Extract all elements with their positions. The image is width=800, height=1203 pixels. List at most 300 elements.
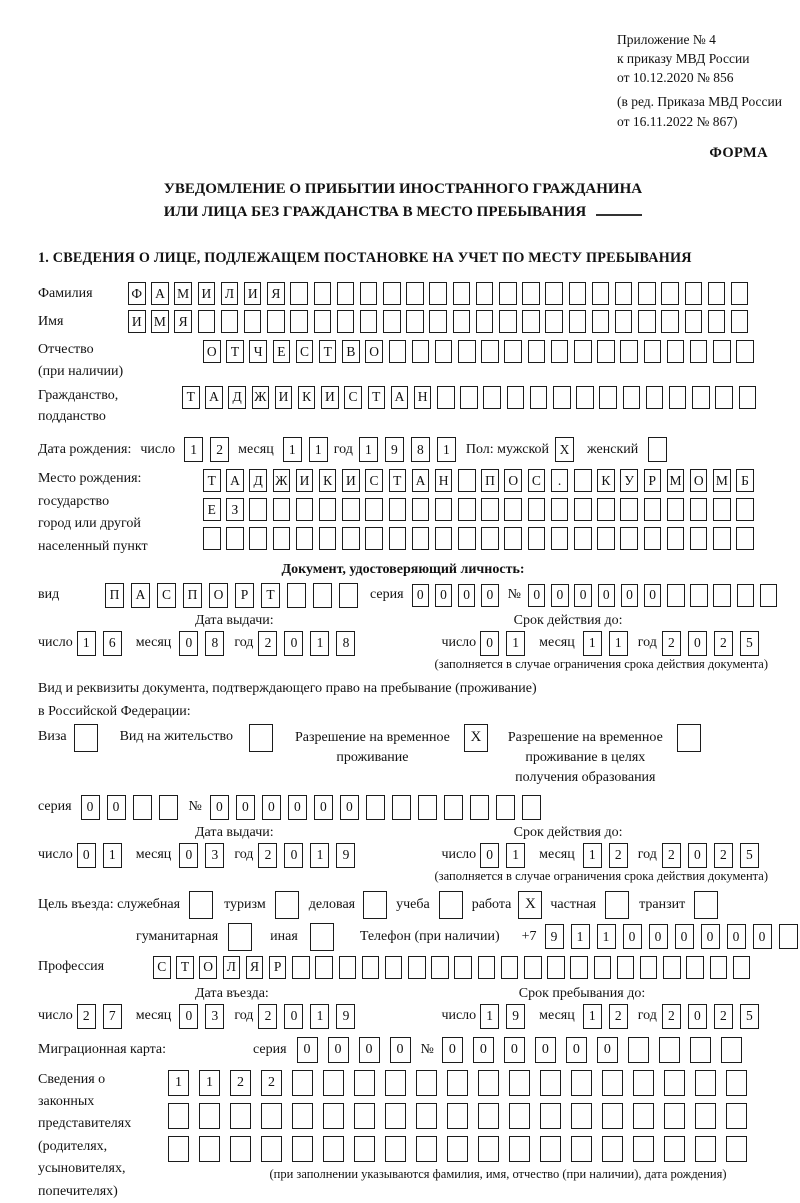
profession-cell-19[interactable] — [570, 956, 588, 979]
firstname-cell-19[interactable] — [545, 310, 563, 333]
migcard-series-cell-3[interactable]: 0 — [359, 1037, 380, 1063]
permit-issue-day-cell-2[interactable]: 1 — [103, 843, 122, 868]
permit-valid-month-cell-2[interactable]: 2 — [609, 843, 628, 868]
representatives-row3-cell-7[interactable] — [354, 1136, 375, 1162]
permit-valid-year-cell-4[interactable]: 5 — [740, 843, 759, 868]
firstname-cell-8[interactable] — [290, 310, 308, 333]
surname-cell-10[interactable] — [337, 282, 355, 305]
birthplace-row3-cell-3[interactable] — [249, 527, 267, 550]
profession-cell-8[interactable] — [315, 956, 333, 979]
doc-number-cell-2[interactable]: 0 — [551, 584, 569, 607]
firstname-cell-11[interactable] — [360, 310, 378, 333]
birthplace-row3-cell-17[interactable] — [574, 527, 592, 550]
stay-year-cell-2[interactable]: 0 — [688, 1004, 707, 1029]
doc-issue-year-cell-1[interactable]: 2 — [258, 631, 277, 656]
stay-year-cell-3[interactable]: 2 — [714, 1004, 733, 1029]
surname-cell-12[interactable] — [383, 282, 401, 305]
firstname-cell-5[interactable] — [221, 310, 239, 333]
doc-series-cell-2[interactable]: 0 — [435, 584, 453, 607]
doc-number-cell-3[interactable]: 0 — [574, 584, 592, 607]
permit-number-cell-9[interactable] — [418, 795, 437, 820]
surname-cell-4[interactable]: И — [198, 282, 216, 305]
citizenship-cell-7[interactable]: И — [321, 386, 339, 409]
citizenship-cell-3[interactable]: Д — [228, 386, 246, 409]
temp-permit-checkbox-cell-1[interactable]: X — [464, 724, 488, 752]
entry-day-cell-1[interactable]: 2 — [77, 1004, 96, 1029]
surname-cell-19[interactable] — [545, 282, 563, 305]
birthplace-row2-cell-7[interactable] — [342, 498, 360, 521]
migcard-number-cell-2[interactable]: 0 — [473, 1037, 494, 1063]
firstname-cell-13[interactable] — [406, 310, 424, 333]
firstname-cell-17[interactable] — [499, 310, 517, 333]
stay-year-cell-4[interactable]: 5 — [740, 1004, 759, 1029]
citizenship-cell-20[interactable] — [623, 386, 641, 409]
birthplace-row2-cell-1[interactable]: Е — [203, 498, 221, 521]
representatives-row1-cell-9[interactable] — [416, 1070, 437, 1096]
birthplace-row3-cell-6[interactable] — [319, 527, 337, 550]
profession-cell-3[interactable]: О — [199, 956, 217, 979]
permit-number-cell-3[interactable]: 0 — [262, 795, 281, 820]
citizenship-cell-14[interactable] — [483, 386, 501, 409]
representatives-row1-cell-11[interactable] — [478, 1070, 499, 1096]
firstname-cell-25[interactable] — [685, 310, 703, 333]
representatives-row1-cell-4[interactable]: 2 — [261, 1070, 282, 1096]
surname-cell-6[interactable]: И — [244, 282, 262, 305]
birthplace-row1-cell-5[interactable]: И — [296, 469, 314, 492]
birthplace-row1-cell-24[interactable]: Б — [736, 469, 754, 492]
doc-kind-cell-6[interactable]: Р — [235, 583, 254, 608]
surname-cell-9[interactable] — [314, 282, 332, 305]
permit-issue-month-cell-1[interactable]: 0 — [179, 843, 198, 868]
firstname-cell-16[interactable] — [476, 310, 494, 333]
birth-year-cell-1[interactable]: 1 — [359, 437, 378, 462]
representatives-row2-cell-6[interactable] — [323, 1103, 344, 1129]
birthplace-row2-cell-8[interactable] — [365, 498, 383, 521]
profession-cell-10[interactable] — [362, 956, 380, 979]
doc-kind-cell-7[interactable]: Т — [261, 583, 280, 608]
representatives-row1-cell-19[interactable] — [726, 1070, 747, 1096]
patronymic-cell-1[interactable]: О — [203, 340, 221, 363]
firstname-cell-9[interactable] — [314, 310, 332, 333]
permit-issue-month-cell-2[interactable]: 3 — [205, 843, 224, 868]
migcard-number-cell-10[interactable] — [721, 1037, 742, 1063]
doc-number-cell-1[interactable]: 0 — [528, 584, 546, 607]
permit-valid-month-cell-1[interactable]: 1 — [583, 843, 602, 868]
permit-number-cell-8[interactable] — [392, 795, 411, 820]
representatives-row1-cell-15[interactable] — [602, 1070, 623, 1096]
representatives-row3-cell-19[interactable] — [726, 1136, 747, 1162]
birthplace-row1-cell-4[interactable]: Ж — [273, 469, 291, 492]
firstname-cell-6[interactable] — [244, 310, 262, 333]
migcard-series-cell-4[interactable]: 0 — [390, 1037, 411, 1063]
patronymic-cell-11[interactable] — [435, 340, 453, 363]
birthplace-row2-cell-24[interactable] — [736, 498, 754, 521]
doc-number-cell-5[interactable]: 0 — [621, 584, 639, 607]
firstname-cell-24[interactable] — [661, 310, 679, 333]
birthplace-row1-cell-6[interactable]: К — [319, 469, 337, 492]
entry-day-cell-2[interactable]: 7 — [103, 1004, 122, 1029]
representatives-row3-cell-5[interactable] — [292, 1136, 313, 1162]
doc-valid-year-cell-1[interactable]: 2 — [662, 631, 681, 656]
patronymic-cell-3[interactable]: Ч — [249, 340, 267, 363]
representatives-row3-cell-18[interactable] — [695, 1136, 716, 1162]
birthplace-row1-cell-13[interactable]: П — [481, 469, 499, 492]
phone-number-cell-7[interactable]: 0 — [701, 924, 720, 949]
birth-day-cell-2[interactable]: 2 — [210, 437, 229, 462]
purpose-business-checkbox-cell-1[interactable] — [363, 891, 387, 919]
citizenship-cell-13[interactable] — [460, 386, 478, 409]
permit-series-cell-2[interactable]: 0 — [107, 795, 126, 820]
firstname-cell-22[interactable] — [615, 310, 633, 333]
permit-series-cell-1[interactable]: 0 — [81, 795, 100, 820]
patronymic-cell-8[interactable]: О — [365, 340, 383, 363]
sex-female-checkbox-cell-1[interactable] — [648, 437, 667, 462]
birthplace-row3-cell-10[interactable] — [412, 527, 430, 550]
birthplace-row1-cell-3[interactable]: Д — [249, 469, 267, 492]
birthplace-row3-cell-2[interactable] — [226, 527, 244, 550]
permit-valid-year-cell-3[interactable]: 2 — [714, 843, 733, 868]
firstname-cell-27[interactable] — [731, 310, 749, 333]
birthplace-row3-cell-9[interactable] — [389, 527, 407, 550]
representatives-row3-cell-13[interactable] — [540, 1136, 561, 1162]
birthplace-row1-cell-8[interactable]: С — [365, 469, 383, 492]
entry-year-cell-2[interactable]: 0 — [284, 1004, 303, 1029]
profession-cell-5[interactable]: Я — [246, 956, 264, 979]
citizenship-cell-12[interactable] — [437, 386, 455, 409]
representatives-row2-cell-12[interactable] — [509, 1103, 530, 1129]
doc-valid-year-cell-3[interactable]: 2 — [714, 631, 733, 656]
profession-cell-14[interactable] — [454, 956, 472, 979]
birthplace-row2-cell-19[interactable] — [620, 498, 638, 521]
birthplace-row2-cell-4[interactable] — [273, 498, 291, 521]
permit-issue-year-cell-2[interactable]: 0 — [284, 843, 303, 868]
birthplace-row3-cell-18[interactable] — [597, 527, 615, 550]
birth-day-cell-1[interactable]: 1 — [184, 437, 203, 462]
profession-cell-7[interactable] — [292, 956, 310, 979]
profession-cell-15[interactable] — [478, 956, 496, 979]
representatives-row2-cell-7[interactable] — [354, 1103, 375, 1129]
purpose-work-checkbox-cell-1[interactable]: X — [518, 891, 542, 919]
purpose-study-checkbox-cell-1[interactable] — [439, 891, 463, 919]
doc-valid-year-cell-4[interactable]: 5 — [740, 631, 759, 656]
migcard-series-cell-2[interactable]: 0 — [328, 1037, 349, 1063]
profession-cell-21[interactable] — [617, 956, 635, 979]
birthplace-row3-cell-16[interactable] — [551, 527, 569, 550]
patronymic-cell-6[interactable]: Т — [319, 340, 337, 363]
profession-cell-4[interactable]: Л — [223, 956, 241, 979]
permit-issue-year-cell-1[interactable]: 2 — [258, 843, 277, 868]
representatives-row3-cell-2[interactable] — [199, 1136, 220, 1162]
firstname-cell-2[interactable]: М — [151, 310, 169, 333]
representatives-row3-cell-17[interactable] — [664, 1136, 685, 1162]
birthplace-row1-cell-21[interactable]: М — [667, 469, 685, 492]
doc-valid-day-cell-2[interactable]: 1 — [506, 631, 525, 656]
firstname-cell-10[interactable] — [337, 310, 355, 333]
citizenship-cell-5[interactable]: И — [275, 386, 293, 409]
representatives-row1-cell-2[interactable]: 1 — [199, 1070, 220, 1096]
citizenship-cell-10[interactable]: А — [391, 386, 409, 409]
firstname-cell-20[interactable] — [569, 310, 587, 333]
birth-year-cell-2[interactable]: 9 — [385, 437, 404, 462]
doc-issue-year-cell-4[interactable]: 8 — [336, 631, 355, 656]
birthplace-row1-cell-1[interactable]: Т — [203, 469, 221, 492]
citizenship-cell-25[interactable] — [739, 386, 757, 409]
firstname-cell-26[interactable] — [708, 310, 726, 333]
birthplace-row3-cell-8[interactable] — [365, 527, 383, 550]
birthplace-row1-cell-11[interactable]: Н — [435, 469, 453, 492]
stay-month-cell-1[interactable]: 1 — [583, 1004, 602, 1029]
patronymic-cell-9[interactable] — [389, 340, 407, 363]
citizenship-cell-24[interactable] — [715, 386, 733, 409]
representatives-row2-cell-17[interactable] — [664, 1103, 685, 1129]
doc-number-cell-8[interactable] — [690, 584, 708, 607]
doc-number-cell-10[interactable] — [737, 584, 755, 607]
surname-cell-8[interactable] — [290, 282, 308, 305]
birthplace-row1-cell-15[interactable]: С — [528, 469, 546, 492]
permit-valid-day-cell-2[interactable]: 1 — [506, 843, 525, 868]
birthplace-row2-cell-2[interactable]: З — [226, 498, 244, 521]
citizenship-cell-17[interactable] — [553, 386, 571, 409]
representatives-row1-cell-5[interactable] — [292, 1070, 313, 1096]
birthplace-row3-cell-1[interactable] — [203, 527, 221, 550]
doc-number-cell-6[interactable]: 0 — [644, 584, 662, 607]
surname-cell-7[interactable]: Я — [267, 282, 285, 305]
firstname-cell-1[interactable]: И — [128, 310, 146, 333]
birthplace-row2-cell-18[interactable] — [597, 498, 615, 521]
surname-cell-18[interactable] — [522, 282, 540, 305]
representatives-row2-cell-4[interactable] — [261, 1103, 282, 1129]
edu-permit-checkbox-cell-1[interactable] — [677, 724, 701, 752]
birthplace-row2-cell-23[interactable] — [713, 498, 731, 521]
doc-kind-cell-1[interactable]: П — [105, 583, 124, 608]
birthplace-row1-cell-20[interactable]: Р — [644, 469, 662, 492]
surname-cell-23[interactable] — [638, 282, 656, 305]
birth-month-cell-2[interactable]: 1 — [309, 437, 328, 462]
representatives-row1-cell-8[interactable] — [385, 1070, 406, 1096]
permit-valid-year-cell-2[interactable]: 0 — [688, 843, 707, 868]
migcard-number-cell-5[interactable]: 0 — [566, 1037, 587, 1063]
patronymic-cell-7[interactable]: В — [342, 340, 360, 363]
permit-issue-day-cell-1[interactable]: 0 — [77, 843, 96, 868]
permit-valid-day-cell-1[interactable]: 0 — [480, 843, 499, 868]
representatives-row2-cell-8[interactable] — [385, 1103, 406, 1129]
representatives-row1-cell-7[interactable] — [354, 1070, 375, 1096]
birthplace-row1-cell-12[interactable] — [458, 469, 476, 492]
surname-cell-3[interactable]: М — [174, 282, 192, 305]
birthplace-row1-cell-10[interactable]: А — [412, 469, 430, 492]
firstname-cell-21[interactable] — [592, 310, 610, 333]
citizenship-cell-19[interactable] — [599, 386, 617, 409]
permit-series-cell-3[interactable] — [133, 795, 152, 820]
surname-cell-11[interactable] — [360, 282, 378, 305]
permit-number-cell-11[interactable] — [470, 795, 489, 820]
representatives-row2-cell-5[interactable] — [292, 1103, 313, 1129]
patronymic-cell-5[interactable]: С — [296, 340, 314, 363]
patronymic-cell-4[interactable]: Е — [273, 340, 291, 363]
surname-cell-26[interactable] — [708, 282, 726, 305]
birthplace-row3-cell-24[interactable] — [736, 527, 754, 550]
doc-issue-month-cell-1[interactable]: 0 — [179, 631, 198, 656]
migcard-number-cell-1[interactable]: 0 — [442, 1037, 463, 1063]
profession-cell-2[interactable]: Т — [176, 956, 194, 979]
representatives-row1-cell-18[interactable] — [695, 1070, 716, 1096]
representatives-row3-cell-15[interactable] — [602, 1136, 623, 1162]
patronymic-cell-20[interactable] — [644, 340, 662, 363]
firstname-cell-4[interactable] — [198, 310, 216, 333]
doc-issue-day-cell-2[interactable]: 6 — [103, 631, 122, 656]
citizenship-cell-15[interactable] — [507, 386, 525, 409]
representatives-row2-cell-2[interactable] — [199, 1103, 220, 1129]
migcard-number-cell-6[interactable]: 0 — [597, 1037, 618, 1063]
representatives-row2-cell-11[interactable] — [478, 1103, 499, 1129]
doc-kind-cell-9[interactable] — [313, 583, 332, 608]
citizenship-cell-11[interactable]: Н — [414, 386, 432, 409]
doc-number-cell-4[interactable]: 0 — [598, 584, 616, 607]
doc-kind-cell-2[interactable]: А — [131, 583, 150, 608]
representatives-row1-cell-14[interactable] — [571, 1070, 592, 1096]
migcard-number-cell-8[interactable] — [659, 1037, 680, 1063]
representatives-row2-cell-16[interactable] — [633, 1103, 654, 1129]
profession-cell-18[interactable] — [547, 956, 565, 979]
entry-year-cell-1[interactable]: 2 — [258, 1004, 277, 1029]
permit-valid-year-cell-1[interactable]: 2 — [662, 843, 681, 868]
patronymic-cell-13[interactable] — [481, 340, 499, 363]
profession-cell-1[interactable]: С — [153, 956, 171, 979]
profession-cell-16[interactable] — [501, 956, 519, 979]
patronymic-cell-17[interactable] — [574, 340, 592, 363]
phone-number-cell-2[interactable]: 1 — [571, 924, 590, 949]
profession-cell-9[interactable] — [339, 956, 357, 979]
representatives-row1-cell-17[interactable] — [664, 1070, 685, 1096]
birthplace-row3-cell-23[interactable] — [713, 527, 731, 550]
doc-valid-month-cell-1[interactable]: 1 — [583, 631, 602, 656]
doc-kind-cell-5[interactable]: О — [209, 583, 228, 608]
profession-cell-23[interactable] — [663, 956, 681, 979]
birthplace-row2-cell-16[interactable] — [551, 498, 569, 521]
stay-day-cell-1[interactable]: 1 — [480, 1004, 499, 1029]
permit-number-cell-1[interactable]: 0 — [210, 795, 229, 820]
birthplace-row3-cell-7[interactable] — [342, 527, 360, 550]
phone-number-cell-1[interactable]: 9 — [545, 924, 564, 949]
surname-cell-2[interactable]: А — [151, 282, 169, 305]
sex-male-checkbox-cell-1[interactable]: X — [555, 437, 574, 462]
phone-number-cell-8[interactable]: 0 — [727, 924, 746, 949]
birthplace-row3-cell-11[interactable] — [435, 527, 453, 550]
doc-number-cell-11[interactable] — [760, 584, 778, 607]
representatives-row2-cell-18[interactable] — [695, 1103, 716, 1129]
purpose-tourism-checkbox-cell-1[interactable] — [275, 891, 299, 919]
profession-cell-20[interactable] — [594, 956, 612, 979]
representatives-row2-cell-14[interactable] — [571, 1103, 592, 1129]
entry-month-cell-2[interactable]: 3 — [205, 1004, 224, 1029]
doc-series-cell-4[interactable]: 0 — [481, 584, 499, 607]
patronymic-cell-19[interactable] — [620, 340, 638, 363]
representatives-row2-cell-15[interactable] — [602, 1103, 623, 1129]
phone-number-cell-9[interactable]: 0 — [753, 924, 772, 949]
firstname-cell-12[interactable] — [383, 310, 401, 333]
citizenship-cell-4[interactable]: Ж — [252, 386, 270, 409]
birthplace-row1-cell-18[interactable]: К — [597, 469, 615, 492]
migcard-series-cell-1[interactable]: 0 — [297, 1037, 318, 1063]
permit-number-cell-7[interactable] — [366, 795, 385, 820]
profession-cell-22[interactable] — [640, 956, 658, 979]
birthplace-row2-cell-3[interactable] — [249, 498, 267, 521]
representatives-row3-cell-8[interactable] — [385, 1136, 406, 1162]
doc-valid-month-cell-2[interactable]: 1 — [609, 631, 628, 656]
birthplace-row3-cell-19[interactable] — [620, 527, 638, 550]
representatives-row3-cell-16[interactable] — [633, 1136, 654, 1162]
citizenship-cell-22[interactable] — [669, 386, 687, 409]
profession-cell-26[interactable] — [733, 956, 751, 979]
representatives-row3-cell-10[interactable] — [447, 1136, 468, 1162]
phone-number-cell-4[interactable]: 0 — [623, 924, 642, 949]
doc-valid-day-cell-1[interactable]: 0 — [480, 631, 499, 656]
birthplace-row3-cell-20[interactable] — [644, 527, 662, 550]
purpose-private-checkbox-cell-1[interactable] — [605, 891, 629, 919]
firstname-cell-3[interactable]: Я — [174, 310, 192, 333]
permit-number-cell-4[interactable]: 0 — [288, 795, 307, 820]
birthplace-row3-cell-21[interactable] — [667, 527, 685, 550]
doc-number-cell-7[interactable] — [667, 584, 685, 607]
representatives-row3-cell-4[interactable] — [261, 1136, 282, 1162]
birthplace-row2-cell-9[interactable] — [389, 498, 407, 521]
visa-checkbox-cell-1[interactable] — [74, 724, 98, 752]
permit-series-cell-4[interactable] — [159, 795, 178, 820]
firstname-cell-14[interactable] — [429, 310, 447, 333]
surname-cell-22[interactable] — [615, 282, 633, 305]
birthplace-row3-cell-4[interactable] — [273, 527, 291, 550]
representatives-row1-cell-12[interactable] — [509, 1070, 530, 1096]
birthplace-row2-cell-21[interactable] — [667, 498, 685, 521]
entry-year-cell-3[interactable]: 1 — [310, 1004, 329, 1029]
citizenship-cell-1[interactable]: Т — [182, 386, 200, 409]
representatives-row2-cell-13[interactable] — [540, 1103, 561, 1129]
patronymic-cell-18[interactable] — [597, 340, 615, 363]
purpose-humanitarian-checkbox-cell-1[interactable] — [228, 923, 252, 951]
representatives-row1-cell-10[interactable] — [447, 1070, 468, 1096]
purpose-official-checkbox-cell-1[interactable] — [189, 891, 213, 919]
surname-cell-15[interactable] — [453, 282, 471, 305]
residence-permit-checkbox-cell-1[interactable] — [249, 724, 273, 752]
patronymic-cell-22[interactable] — [690, 340, 708, 363]
birth-year-cell-3[interactable]: 8 — [411, 437, 430, 462]
patronymic-cell-23[interactable] — [713, 340, 731, 363]
migcard-number-cell-3[interactable]: 0 — [504, 1037, 525, 1063]
surname-cell-14[interactable] — [429, 282, 447, 305]
firstname-cell-23[interactable] — [638, 310, 656, 333]
birthplace-row1-cell-14[interactable]: О — [504, 469, 522, 492]
phone-number-cell-3[interactable]: 1 — [597, 924, 616, 949]
permit-number-cell-2[interactable]: 0 — [236, 795, 255, 820]
representatives-row3-cell-1[interactable] — [168, 1136, 189, 1162]
doc-kind-cell-10[interactable] — [339, 583, 358, 608]
birthplace-row1-cell-17[interactable] — [574, 469, 592, 492]
birthplace-row1-cell-16[interactable]: . — [551, 469, 569, 492]
birthplace-row2-cell-13[interactable] — [481, 498, 499, 521]
citizenship-cell-23[interactable] — [692, 386, 710, 409]
profession-cell-12[interactable] — [408, 956, 426, 979]
patronymic-cell-21[interactable] — [667, 340, 685, 363]
doc-valid-year-cell-2[interactable]: 0 — [688, 631, 707, 656]
purpose-other-checkbox-cell-1[interactable] — [310, 923, 334, 951]
birthplace-row2-cell-17[interactable] — [574, 498, 592, 521]
representatives-row2-cell-10[interactable] — [447, 1103, 468, 1129]
patronymic-cell-12[interactable] — [458, 340, 476, 363]
purpose-transit-checkbox-cell-1[interactable] — [694, 891, 718, 919]
doc-series-cell-1[interactable]: 0 — [412, 584, 430, 607]
representatives-row3-cell-6[interactable] — [323, 1136, 344, 1162]
patronymic-cell-24[interactable] — [736, 340, 754, 363]
